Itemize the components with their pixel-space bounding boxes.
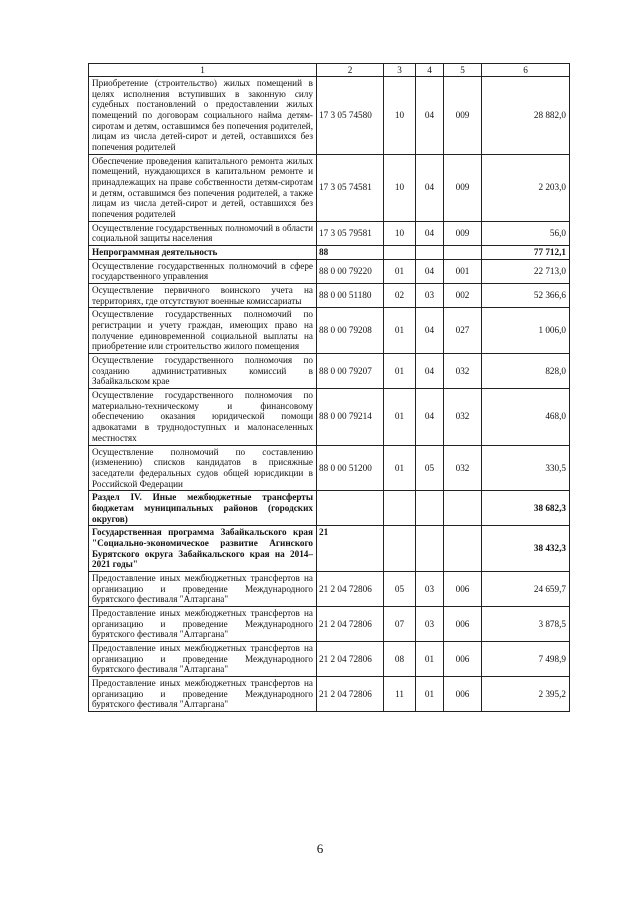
row-code-cell: 21 2 04 72806: [317, 641, 384, 676]
row-name-cell: Осуществление государственных полномочий в области социальной защиты населения: [89, 221, 317, 245]
table-header-row: [89, 64, 570, 77]
row-name-cell: Осуществление полномочий по составлению (изменению) списков кандидатов в присяжные заседатели федеральных судов общей юрисдикции в Российской Федерации: [89, 445, 317, 491]
row-subsection-cell: 04: [416, 259, 444, 283]
table-row: [89, 354, 570, 389]
row-amount-cell: 56,0: [482, 221, 570, 245]
row-section-cell: 10: [384, 77, 416, 155]
row-admin-code-cell: 009: [444, 221, 482, 245]
row-subsection-cell: 04: [416, 154, 444, 221]
row-code-cell: 17 3 05 74580: [317, 77, 384, 155]
row-name-cell: Предоставление иных межбюджетных трансфертов на организацию и проведение Международного бурятского фестиваля "Алтаргана": [89, 571, 317, 606]
row-name-cell: Обеспечение проведения капитального ремонта жилых помещений, нуждающихся в капитальном ремонте и принадлежащих на праве собственности детям-сиротам и детям, оставшимся без попечения родителей, а также лицам из числа детей-сирот и детей, оставшихся без попечения родителей: [89, 154, 317, 221]
budget-table-container: [88, 63, 569, 712]
row-subsection-cell: 04: [416, 77, 444, 155]
row-admin-code-cell: 009: [444, 77, 482, 155]
header-cell-4: 4: [416, 64, 444, 77]
row-amount-cell: 2 203,0: [482, 154, 570, 221]
row-section-cell: 01: [384, 389, 416, 445]
row-name-cell: Осуществление государственного полномочия по созданию административных комиссий в Забайкальском крае: [89, 354, 317, 389]
row-code-cell: 88 0 00 51180: [317, 284, 384, 308]
table-row: [89, 246, 570, 260]
row-code-cell: 21 2 04 72806: [317, 606, 384, 641]
row-subsection-cell: 04: [416, 389, 444, 445]
row-section-cell: [384, 526, 416, 572]
row-amount-cell: 828,0: [482, 354, 570, 389]
row-amount-cell: 7 498,9: [482, 641, 570, 676]
row-admin-code-cell: 001: [444, 259, 482, 283]
header-cell-2: 2: [317, 64, 384, 77]
row-amount-cell: 2 395,2: [482, 676, 570, 711]
row-name-cell: Раздел IV. Иные межбюджетные трансферты бюджетам муниципальных районов (городских округов): [89, 491, 317, 526]
row-amount-cell: 28 882,0: [482, 77, 570, 155]
row-amount-cell: 38 682,3: [482, 491, 570, 526]
row-code-cell: 88: [317, 246, 384, 260]
row-subsection-cell: 03: [416, 571, 444, 606]
page-number: 6: [316, 841, 324, 856]
table-row: [89, 77, 570, 155]
table-row: [89, 389, 570, 445]
row-admin-code-cell: 006: [444, 571, 482, 606]
row-subsection-cell: 01: [416, 676, 444, 711]
row-amount-cell: 3 878,5: [482, 606, 570, 641]
row-name-cell: Государственная программа Забайкальского края "Социально-экономическое развитие Агинского Бурятского округа Забайкальского края на 2014–2021 годы": [89, 526, 317, 572]
row-subsection-cell: 03: [416, 284, 444, 308]
row-code-cell: 21 2 04 72806: [317, 571, 384, 606]
row-code-cell: 17 3 05 79581: [317, 221, 384, 245]
row-amount-cell: 468,0: [482, 389, 570, 445]
row-code-cell: 88 0 00 79220: [317, 259, 384, 283]
row-code-cell: 21 2 04 72806: [317, 676, 384, 711]
row-subsection-cell: 01: [416, 641, 444, 676]
row-section-cell: 01: [384, 259, 416, 283]
row-subsection-cell: [416, 246, 444, 260]
table-row: [89, 641, 570, 676]
row-code-cell: 21: [317, 526, 384, 572]
row-name-cell: Непрограммная деятельность: [89, 246, 317, 260]
header-cell-5: 5: [444, 64, 482, 77]
row-amount-cell: 330,5: [482, 445, 570, 491]
row-code-cell: 17 3 05 74581: [317, 154, 384, 221]
row-admin-code-cell: 027: [444, 308, 482, 354]
row-admin-code-cell: 032: [444, 389, 482, 445]
table-row: [89, 606, 570, 641]
row-subsection-cell: 04: [416, 308, 444, 354]
row-name-cell: Осуществление государственного полномочия по материально-техническому и финансовому обеспечению оказания юридической помощи адвокатами в труднодоступных и малонаселенных местностях: [89, 389, 317, 445]
table-row: [89, 491, 570, 526]
row-subsection-cell: [416, 526, 444, 572]
row-name-cell: Предоставление иных межбюджетных трансфертов на организацию и проведение Международного бурятского фестиваля "Алтаргана": [89, 606, 317, 641]
row-admin-code-cell: 006: [444, 606, 482, 641]
row-section-cell: 01: [384, 308, 416, 354]
row-admin-code-cell: 032: [444, 445, 482, 491]
row-section-cell: 02: [384, 284, 416, 308]
row-section-cell: 07: [384, 606, 416, 641]
row-section-cell: 10: [384, 221, 416, 245]
row-name-cell: Приобретение (строительство) жилых помещений в целях исполнения вступивших в законную силу судебных постановлений о предоставлении жилых помещений по договорам социального найма детям-сиротам и детям, оставшимся без попечения родителей, лицам из числа детей-сирот и детей, оставшихся без попечения родителей: [89, 77, 317, 155]
row-amount-cell: 24 659,7: [482, 571, 570, 606]
row-code-cell: 88 0 00 79207: [317, 354, 384, 389]
header-cell-1: 1: [89, 64, 317, 77]
table-row: [89, 445, 570, 491]
row-section-cell: 11: [384, 676, 416, 711]
row-section-cell: [384, 491, 416, 526]
row-section-cell: [384, 246, 416, 260]
row-name-cell: Осуществление первичного воинского учета на территориях, где отсутствуют военные комиссариаты: [89, 284, 317, 308]
row-amount-cell: 38 432,3: [482, 526, 570, 572]
table-row: [89, 259, 570, 283]
row-amount-cell: 22 713,0: [482, 259, 570, 283]
row-subsection-cell: [416, 491, 444, 526]
row-name-cell: Предоставление иных межбюджетных трансфертов на организацию и проведение Международного бурятского фестиваля "Алтаргана": [89, 641, 317, 676]
table-row: [89, 676, 570, 711]
row-section-cell: 01: [384, 445, 416, 491]
row-admin-code-cell: 002: [444, 284, 482, 308]
header-cell-3: 3: [384, 64, 416, 77]
row-admin-code-cell: [444, 526, 482, 572]
row-amount-cell: 1 006,0: [482, 308, 570, 354]
row-section-cell: 10: [384, 154, 416, 221]
row-admin-code-cell: [444, 491, 482, 526]
header-cell-6: 6: [482, 64, 570, 77]
row-name-cell: Осуществление государственных полномочий по регистрации и учету граждан, имеющих право на получение единовременной социальной выплаты на приобретение или строительство жилого помещения: [89, 308, 317, 354]
table-row: [89, 284, 570, 308]
row-section-cell: 01: [384, 354, 416, 389]
table-row: [89, 571, 570, 606]
table-row: [89, 308, 570, 354]
row-subsection-cell: 04: [416, 221, 444, 245]
row-name-cell: Осуществление государственных полномочий в сфере государственного управления: [89, 259, 317, 283]
row-code-cell: 88 0 00 51200: [317, 445, 384, 491]
row-admin-code-cell: [444, 246, 482, 260]
row-code-cell: 88 0 00 79208: [317, 308, 384, 354]
row-subsection-cell: 05: [416, 445, 444, 491]
row-section-cell: 05: [384, 571, 416, 606]
row-admin-code-cell: 009: [444, 154, 482, 221]
row-admin-code-cell: 006: [444, 676, 482, 711]
row-code-cell: [317, 491, 384, 526]
table-row: [89, 526, 570, 572]
table-row: [89, 221, 570, 245]
budget-table: [88, 63, 570, 712]
row-subsection-cell: 03: [416, 606, 444, 641]
row-amount-cell: 77 712,1: [482, 246, 570, 260]
row-subsection-cell: 04: [416, 354, 444, 389]
row-amount-cell: 52 366,6: [482, 284, 570, 308]
row-section-cell: 08: [384, 641, 416, 676]
row-admin-code-cell: 006: [444, 641, 482, 676]
row-code-cell: 88 0 00 79214: [317, 389, 384, 445]
row-admin-code-cell: 032: [444, 354, 482, 389]
table-row: [89, 154, 570, 221]
row-name-cell: Предоставление иных межбюджетных трансфертов на организацию и проведение Международного бурятского фестиваля "Алтаргана": [89, 676, 317, 711]
